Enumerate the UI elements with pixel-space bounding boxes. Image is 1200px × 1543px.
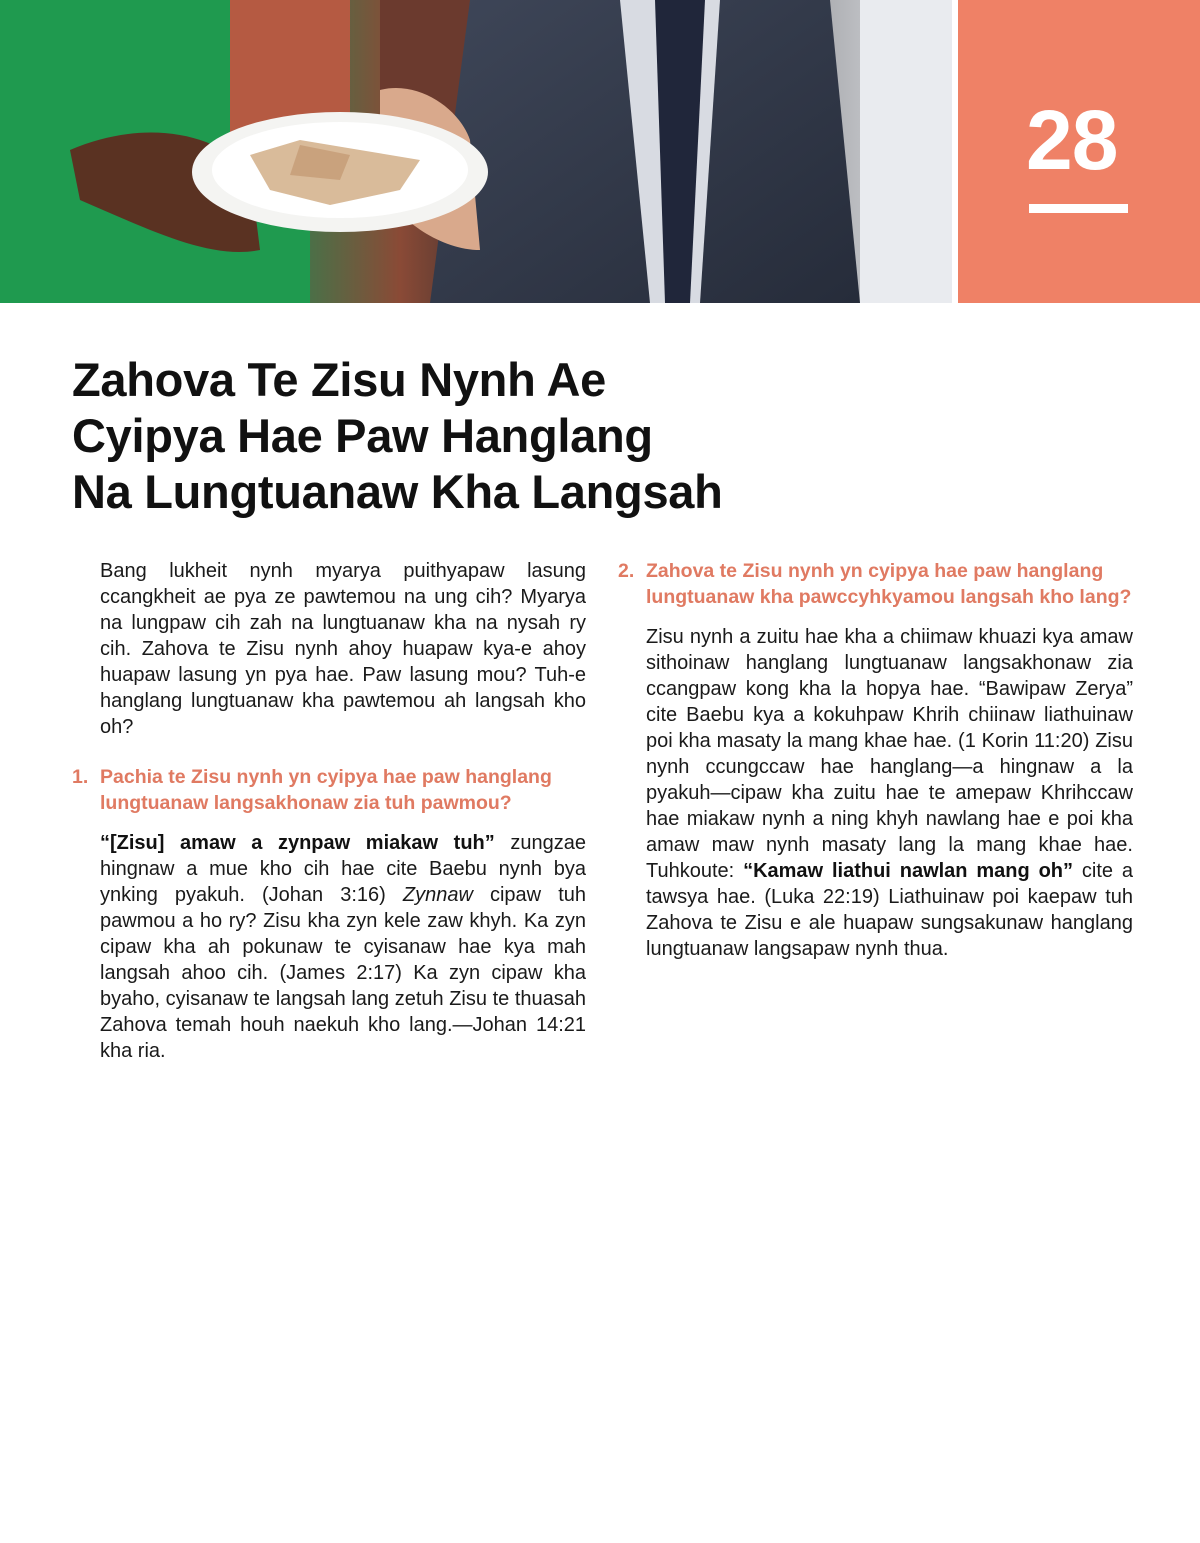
- question-1: [72, 764, 586, 816]
- title-line: Cyipya Hae Paw Hanglang: [72, 409, 653, 462]
- title-line: Na Lungtuanaw Kha Langsah: [72, 465, 723, 518]
- answer-text: cite a tawsya hae. (Luka 22:19) Liathuinaw poi kaepaw tuh Zahova te Zisu e ale huapaw sungsakunaw hanglang lungtuanaw langsapaw nynh thua.: [646, 860, 1134, 960]
- page-title: [72, 352, 832, 520]
- question-number: 1.: [72, 766, 89, 788]
- question-text: Pachia te Zisu nynh yn cyipya hae paw hanglang lungtuanaw langsakhonaw zia tuh pawmou?: [100, 766, 552, 814]
- question-2: [618, 558, 1133, 610]
- answer-2: [618, 624, 1133, 962]
- title-line: Zahova Te Zisu Nynh Ae: [72, 353, 606, 406]
- bold-quote: “Kamaw liathui nawlan mang oh”: [743, 860, 1074, 882]
- italic-term: Zynnaw: [402, 884, 473, 906]
- answer-text: Zisu nynh a zuitu hae kha a chiimaw khuazi kya amaw sithoinaw hanglang lungtuanaw langsakhonaw zia ccangpaw kong kha la hopya hae. “Bawipaw Zerya” cite Baebu kya a kokuhpaw Khrih chiinaw liathuinaw poi kha masaty la mang khae hae. (1 Korin 11:20) Zisu nynh ccungccaw hae hanglang—a hingnaw a la pyakuh—cipaw kha zuitu hae te amepaw Khrihccaw hae miakaw nynh a ning khyh nawlang hae e poi kha amaw maw nynh masaty lang la mang khae hae. Tuhkoute:: [646, 626, 1133, 882]
- header-photo: [0, 0, 952, 303]
- lesson-number-underline: [1029, 204, 1128, 213]
- question-number: 2.: [618, 560, 635, 582]
- lesson-number: 28: [1026, 93, 1118, 187]
- answer-1: [72, 830, 586, 1064]
- question-text: Zahova te Zisu nynh yn cyipya hae paw hanglang lungtuanaw kha pawccyhkyamou langsah kho lang?: [646, 560, 1132, 608]
- intro-paragraph: Bang lukheit nynh myarya puithyapaw lasung ccangkheit ae pya ze pawtemou na ung cih? Myarya na lungpaw cih zah na lungtuanaw kha na nysah ry cih. Zahova te Zisu nynh ahoy huapaw kya-e ahoy huapaw lasung yn pya hae. Paw lasung mou? Tuh-e hanglang lungtuanaw kha pawtemou ah langsah kho oh?: [100, 560, 586, 738]
- bold-quote: “[Zisu] amaw a zynpaw miakaw tuh”: [100, 832, 495, 854]
- answer-text: zungzae hingnaw a mue kho cih hae cite Baebu nynh bya ynking pyakuh. (Johan 3:16): [100, 832, 587, 906]
- right-column: [618, 558, 1133, 962]
- answer-text: cipaw tuh pawmou a ho ry? Zisu kha zyn kele zaw khyh. Ka zyn cipaw kha ah pokunaw te cyisanaw hae kya mah langsah ahoo cih. (James 2:17) Ka zyn cipaw kha byaho, cyisanaw te langsah lang zetuh Zisu te thuasah Zahova temah houh naekuh kho lang.—Johan 14:21 kha ria.: [100, 884, 586, 1062]
- left-column: [72, 558, 586, 1064]
